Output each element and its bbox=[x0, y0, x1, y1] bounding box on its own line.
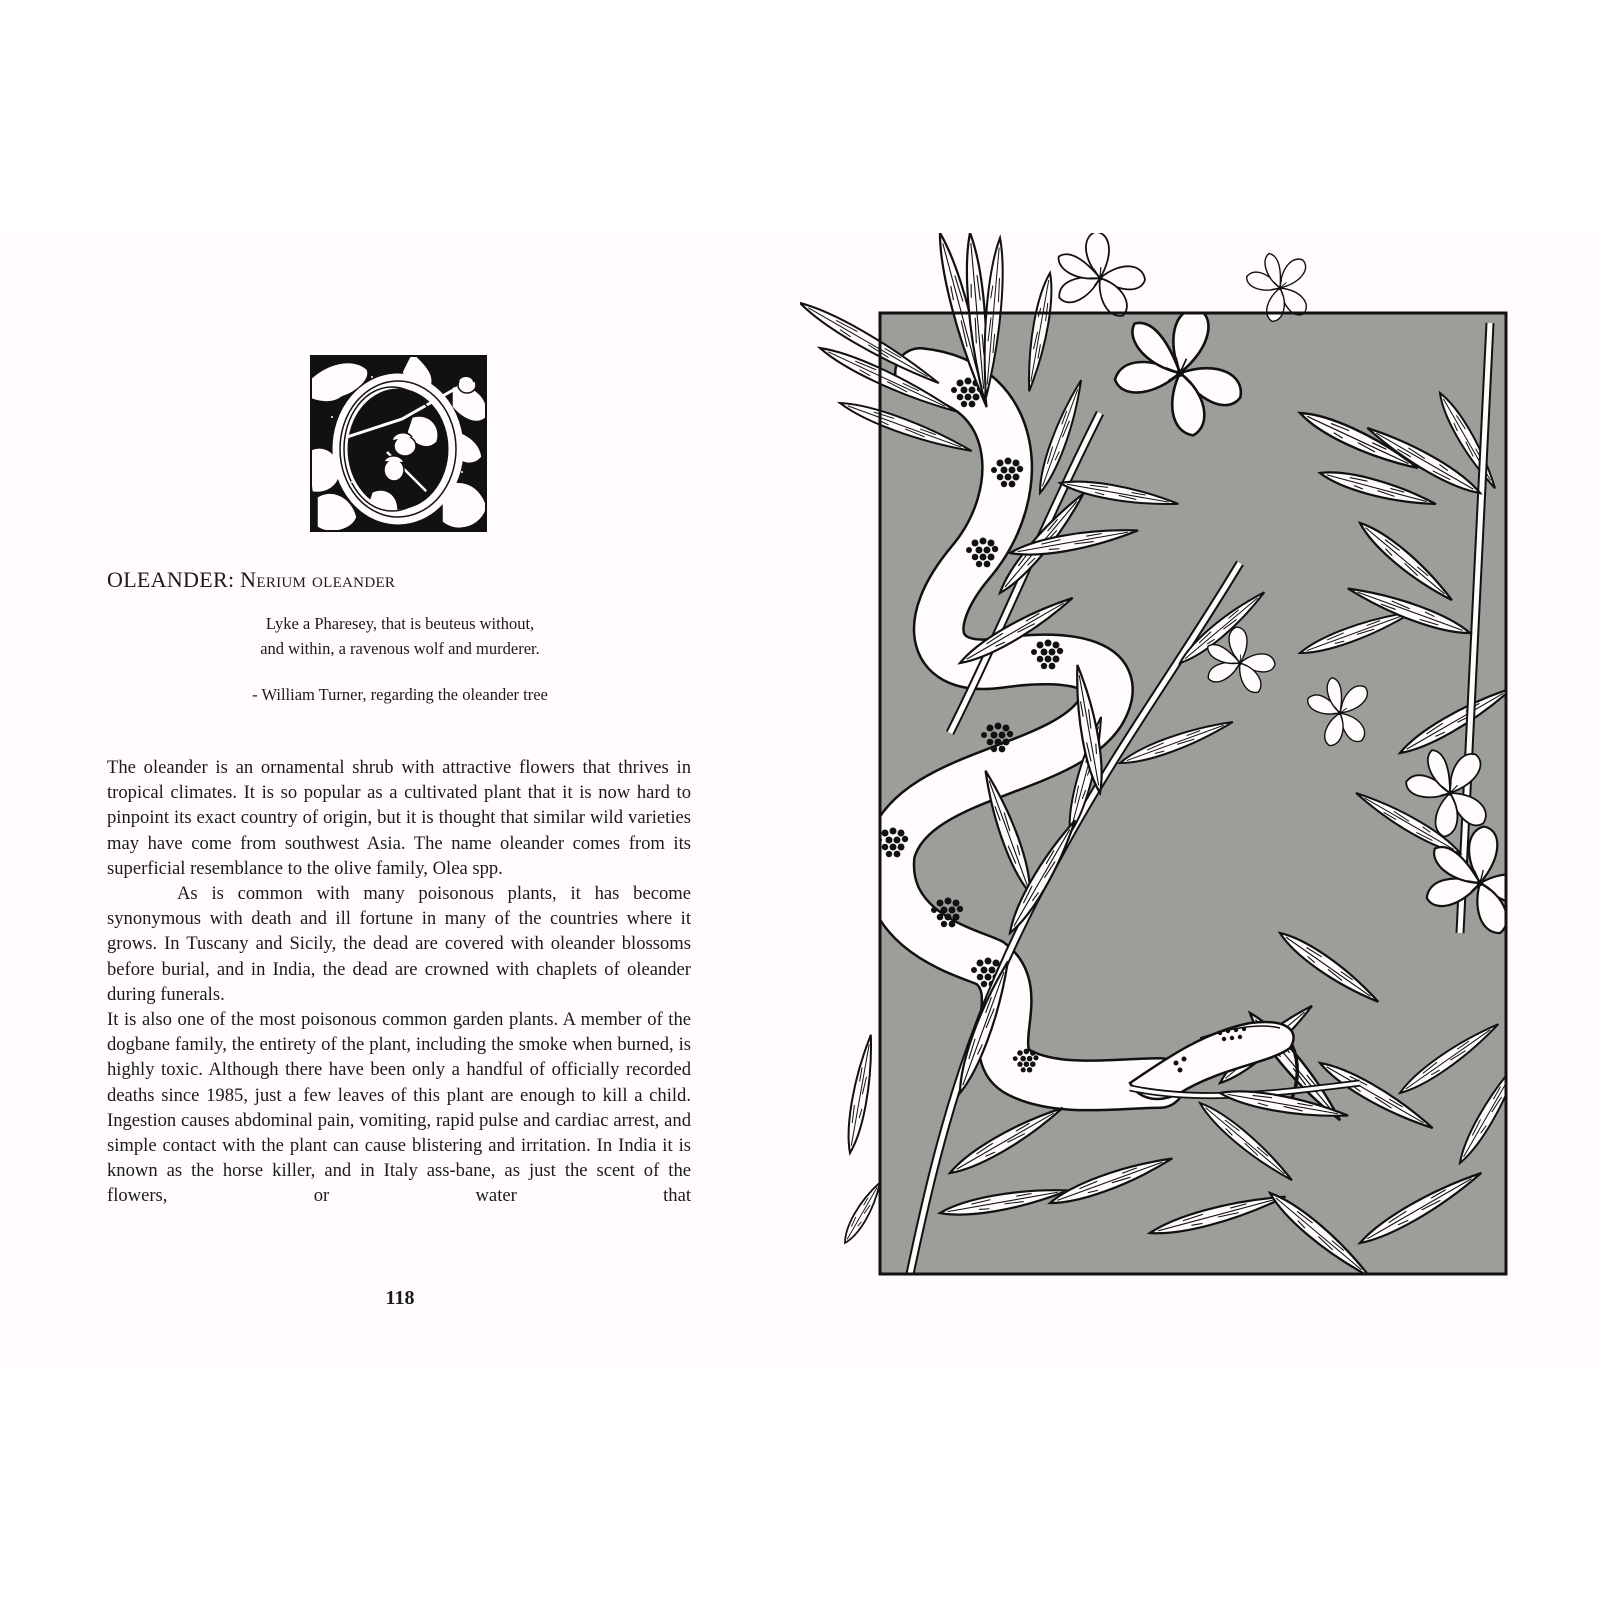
book-spread bbox=[0, 233, 1600, 1365]
body-text bbox=[107, 755, 691, 1209]
paragraph: It is also one of the most poisonous common garden plants. A member of the dogbane family, the entirety of the plant, including the smoke when burned, is highly toxic. Although there have been only a handful of officially recorded deaths since 1985, just a few leaves of this plant are enough to kill a child. Ingestion causes abdominal pain, vomiting, rapid pulse and cardiac arrest, and simple contact with the plant can cause blistering and irritation. In India it is known as the horse killer, and in Italy ass-bane, as just the scent of the flowers, or water that bbox=[107, 1009, 691, 1207]
common-name: OLEANDER: bbox=[107, 567, 235, 592]
epigraph-line: Lyke a Pharesey, that is beuteus without, bbox=[265, 614, 535, 633]
scientific-name: Nerium oleander bbox=[240, 567, 396, 592]
drop-cap-o-icon bbox=[310, 355, 487, 532]
epigraph-quote bbox=[200, 611, 600, 661]
snake-oleander-illustration bbox=[800, 233, 1600, 1365]
entry-heading bbox=[107, 567, 395, 593]
paragraph: The oleander is an ornamental shrub with attractive flowers that thrives in tropical climates. It is so popular as a cultivated plant that it is now hard to pinpoint its exact country of origin, but it is thought that similar wild varieties may have come from southwest Asia. The name oleander comes from its superficial resemblance to the olive family, Olea spp. bbox=[107, 757, 691, 879]
page-number: 118 bbox=[385, 1287, 415, 1309]
right-page bbox=[800, 233, 1600, 1365]
left-page bbox=[0, 233, 800, 1365]
epigraph-attribution: - William Turner, regarding the oleander tree bbox=[252, 685, 548, 704]
paragraph: As is common with many poisonous plants, it has become synonymous with death and ill fortune in many of the countries where it grows. In Tuscany and Sicily, the dead are covered with oleander blossoms before burial, and in India, the dead are crowned with chaplets of oleander during funerals. bbox=[107, 883, 691, 1005]
epigraph-line: and within, a ravenous wolf and murderer. bbox=[260, 639, 540, 658]
